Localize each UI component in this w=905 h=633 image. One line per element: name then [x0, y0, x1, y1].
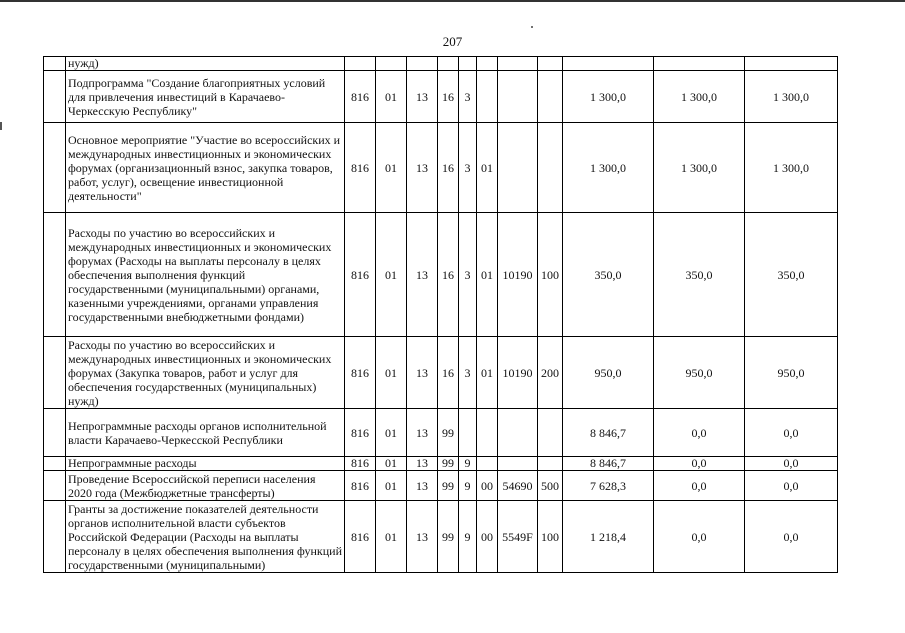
table-cell-c1: 816: [345, 501, 376, 573]
table-cell-v3: 1 300,0: [745, 71, 838, 123]
scan-tick-mark: [0, 122, 2, 130]
table-row: [44, 57, 838, 71]
table-row: [44, 213, 838, 337]
table-cell-c7: 10190: [498, 337, 538, 409]
table-row: [44, 337, 838, 409]
table-cell-v1: [563, 57, 654, 71]
table-cell-spacer: [44, 409, 66, 457]
table-cell-c8: 500: [538, 471, 563, 501]
table-cell-v3: 0,0: [745, 501, 838, 573]
table-cell-c2: [376, 57, 407, 71]
table-cell-c3: 13: [407, 471, 438, 501]
table-cell-spacer: [44, 123, 66, 213]
table-cell-name: Гранты за достижение показателей деятельности органов исполнительной власти субъектов Российской Федерации (Расходы на выплаты персоналу в целях обеспечения выполнения функций государственными (муниципальными): [66, 501, 345, 573]
table-cell-name: Непрограммные расходы органов исполнительной власти Карачаево-Черкесской Республики: [66, 409, 345, 457]
table-cell-v1: 7 628,3: [563, 471, 654, 501]
table-cell-c8: 200: [538, 337, 563, 409]
table-cell-v1: 8 846,7: [563, 457, 654, 471]
table-cell-v1: 1 300,0: [563, 71, 654, 123]
table-cell-c3: 13: [407, 213, 438, 337]
table-cell-spacer: [44, 457, 66, 471]
table-cell-c2: 01: [376, 409, 407, 457]
table-cell-v1: 1 218,4: [563, 501, 654, 573]
table-cell-c8: 100: [538, 213, 563, 337]
table-cell-c1: 816: [345, 409, 376, 457]
table-cell-name: Подпрограмма "Создание благоприятных условий для привлечения инвестиций в Карачаево-Черкесскую Республику": [66, 71, 345, 123]
table-cell-c1: 816: [345, 213, 376, 337]
table-cell-v3: 1 300,0: [745, 123, 838, 213]
table-cell-v1: 350,0: [563, 213, 654, 337]
table-row: [44, 501, 838, 573]
table-cell-v3: [745, 57, 838, 71]
table-cell-c4: 99: [438, 409, 459, 457]
table-cell-c5: 3: [459, 337, 477, 409]
table-cell-v2: 950,0: [654, 337, 745, 409]
table-cell-spacer: [44, 471, 66, 501]
table-cell-c6: 00: [477, 501, 498, 573]
table-cell-c1: 816: [345, 71, 376, 123]
scan-dot: [531, 26, 533, 28]
table-cell-c2: 01: [376, 501, 407, 573]
table-cell-c5: [459, 409, 477, 457]
table-cell-c7: [498, 409, 538, 457]
table-cell-c2: 01: [376, 337, 407, 409]
table-cell-c3: 13: [407, 457, 438, 471]
table-cell-c8: 100: [538, 501, 563, 573]
table-cell-v1: 1 300,0: [563, 123, 654, 213]
table-cell-c6: 01: [477, 123, 498, 213]
table-cell-c7: 5549F: [498, 501, 538, 573]
table-cell-v3: 950,0: [745, 337, 838, 409]
table-cell-c7: [498, 71, 538, 123]
table-cell-c6: 01: [477, 213, 498, 337]
table-cell-c4: 99: [438, 457, 459, 471]
table-cell-v2: 0,0: [654, 501, 745, 573]
table-cell-c8: [538, 57, 563, 71]
table-cell-v1: 950,0: [563, 337, 654, 409]
table-row: [44, 71, 838, 123]
table-cell-v2: 1 300,0: [654, 123, 745, 213]
table-cell-name: Непрограммные расходы: [66, 457, 345, 471]
table-cell-c1: 816: [345, 457, 376, 471]
table-cell-spacer: [44, 213, 66, 337]
table-cell-c3: [407, 57, 438, 71]
table-cell-v2: 0,0: [654, 409, 745, 457]
table-cell-v2: 350,0: [654, 213, 745, 337]
table-cell-c2: 01: [376, 471, 407, 501]
table-cell-v2: [654, 57, 745, 71]
table-cell-c8: [538, 409, 563, 457]
table-cell-c5: 3: [459, 123, 477, 213]
table-cell-c2: 01: [376, 123, 407, 213]
table-cell-v3: 0,0: [745, 471, 838, 501]
table-cell-c7: [498, 57, 538, 71]
table-cell-c5: [459, 57, 477, 71]
table-cell-v2: 0,0: [654, 471, 745, 501]
table-cell-c6: 00: [477, 471, 498, 501]
table-cell-c5: 3: [459, 213, 477, 337]
table-cell-name: Основное мероприятие "Участие во всероссийских и международных инвестиционных и экономических форумах (организационный взнос, закупка товаров, работ, услуг), освещение инвестиционной деятельности": [66, 123, 345, 213]
table-row: [44, 409, 838, 457]
table-cell-name: Проведение Всероссийской переписи населения 2020 года (Межбюджетные трансферты): [66, 471, 345, 501]
table-cell-c3: 13: [407, 409, 438, 457]
table-cell-c3: 13: [407, 501, 438, 573]
table-cell-v2: 1 300,0: [654, 71, 745, 123]
table-cell-c7: [498, 457, 538, 471]
table-cell-spacer: [44, 337, 66, 409]
table-cell-c6: [477, 57, 498, 71]
table-cell-v3: 0,0: [745, 409, 838, 457]
table-row: [44, 123, 838, 213]
table-cell-c6: [477, 457, 498, 471]
table-row: [44, 457, 838, 471]
table-cell-spacer: [44, 501, 66, 573]
table-cell-c4: 16: [438, 71, 459, 123]
table-cell-c5: 9: [459, 471, 477, 501]
table-cell-c2: 01: [376, 457, 407, 471]
table-cell-c7: [498, 123, 538, 213]
table-row: [44, 471, 838, 501]
table-cell-v1: 8 846,7: [563, 409, 654, 457]
table-cell-v3: 350,0: [745, 213, 838, 337]
table-cell-spacer: [44, 57, 66, 71]
table-cell-c3: 13: [407, 71, 438, 123]
table-cell-c1: [345, 57, 376, 71]
table-cell-name: Расходы по участию во всероссийских и международных инвестиционных и экономических форумах (Расходы на выплаты персоналу в целях обеспечения выполнения функций государственными (муниципальными) органами, казенными учреждениями, органами управления государственными внебюджетными фондами): [66, 213, 345, 337]
table-cell-c4: 99: [438, 471, 459, 501]
table-cell-c2: 01: [376, 71, 407, 123]
table-cell-c8: [538, 123, 563, 213]
table-cell-c6: 01: [477, 337, 498, 409]
page-number: 207: [442, 34, 463, 49]
table-cell-c5: 9: [459, 457, 477, 471]
table-cell-c3: 13: [407, 337, 438, 409]
table-cell-c8: [538, 71, 563, 123]
table-cell-name: Расходы по участию во всероссийских и международных инвестиционных и экономических форумах (Закупка товаров, работ и услуг для обеспечения государственных (муниципальных) нужд): [66, 337, 345, 409]
table-cell-c5: 3: [459, 71, 477, 123]
table-cell-c4: 99: [438, 501, 459, 573]
table-cell-c4: [438, 57, 459, 71]
table-cell-c7: 10190: [498, 213, 538, 337]
table-cell-c4: 16: [438, 213, 459, 337]
table-cell-c4: 16: [438, 123, 459, 213]
table-cell-c1: 816: [345, 337, 376, 409]
budget-table: [43, 56, 838, 573]
table-cell-c6: [477, 71, 498, 123]
table-cell-c6: [477, 409, 498, 457]
table-body: [44, 57, 838, 573]
table-cell-v2: 0,0: [654, 457, 745, 471]
table-cell-name: нужд): [66, 57, 345, 71]
table-cell-c7: 54690: [498, 471, 538, 501]
top-border-line: [0, 0, 905, 2]
table-cell-c1: 816: [345, 471, 376, 501]
table-cell-c8: [538, 457, 563, 471]
table-cell-spacer: [44, 71, 66, 123]
table-cell-c4: 16: [438, 337, 459, 409]
table-cell-v3: 0,0: [745, 457, 838, 471]
table-cell-c5: 9: [459, 501, 477, 573]
table-cell-c3: 13: [407, 123, 438, 213]
table-cell-c1: 816: [345, 123, 376, 213]
table-cell-c2: 01: [376, 213, 407, 337]
